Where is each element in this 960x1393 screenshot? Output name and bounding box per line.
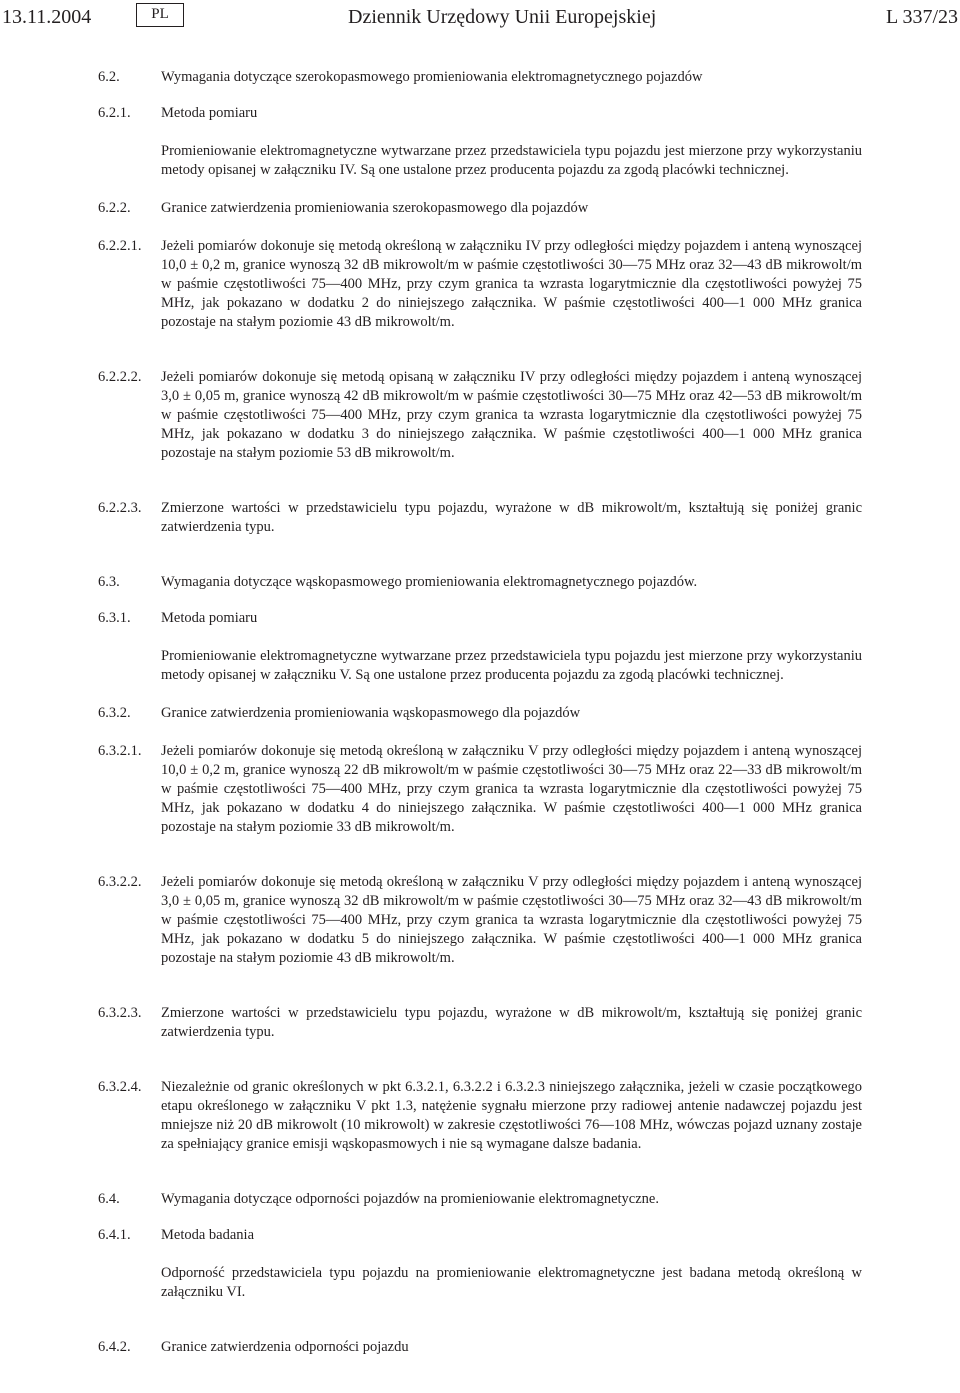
section-title: Wymagania dotyczące odporności pojazdów na promieniowanie elektromagnetyczne. xyxy=(161,1191,659,1207)
numbered-paragraph xyxy=(98,499,862,537)
section-number: 6.3.2.1. xyxy=(98,743,142,759)
section-title: Metoda pomiaru xyxy=(161,610,258,626)
section-heading xyxy=(98,1226,862,1245)
paragraph-text: Niezależnie od granic określonych w pkt 6.3.2.1, 6.3.2.2 i 6.3.2.3 niniejszego załącznika, jeżeli w czasie początkowego etapu określonego w załączniku V pkt 1.3, natężenie sygnału mierzone przy radiowej antenie nadawczej pojazdu jest mniejsze niż 20 dB mikrowolt (10 mikrowolt) w zakresie częstotliwości 76—108 MHz, wówczas pojazd uznany zostaje za spełniający granice emisji wąskopasmowych i nie są wymagane dalsze badania. xyxy=(161,1079,862,1152)
paragraph-text: Zmierzone wartości w przedstawicielu typu pojazdu, wyrażone w dB mikrowolt/m, kształtują się poniżej granic zatwierdzenia typu. xyxy=(161,500,862,535)
section-number: 6.3. xyxy=(98,574,120,590)
paragraph-text: Jeżeli pomiarów dokonuje się metodą określoną w załączniku V przy odległości między pojazdem i anteną wynoszącej 10,0 ± 0,2 m, granice wynoszą 22 dB mikrowolt/m w paśmie częstotliwości 30—75 MHz oraz 22—33 dB mikrowolt/m w paśmie częstotliwości 75—400 MHz, przy czym granica ta wzrasta logarytmicznie dla częstotliwości powyżej 75 MHz, jak pokazano w dodatku 4 do niniejszego załącznika. W paśmie częstotliwości 400—1 000 MHz granica pozostaje na stałym poziomie 33 dB mikrowolt/m. xyxy=(161,743,862,835)
body-paragraph: Promieniowanie elektromagnetyczne wytwarzane przez przedstawiciela typu pojazdu jest mierzone przy wykorzystaniu metody opisanej w załączniku V. Są one ustalone przez producenta pojazdu za zgodą placówki technicznej. xyxy=(161,648,862,683)
section-heading xyxy=(98,573,862,592)
publication-date: 13.11.2004 xyxy=(2,6,92,28)
section-number: 6.2. xyxy=(98,69,120,85)
section-title: Wymagania dotyczące szerokopasmowego promieniowania elektromagnetycznego pojazdów xyxy=(161,69,703,85)
section-title: Metoda pomiaru xyxy=(161,105,258,121)
section-heading xyxy=(98,704,862,723)
section-heading xyxy=(98,199,862,218)
section-number: 6.3.1. xyxy=(98,610,131,626)
paragraph-text: Jeżeli pomiarów dokonuje się metodą opisaną w załączniku IV przy odległości między pojazdem i anteną wynoszącej 3,0 ± 0,05 m, granice wynoszą 42 dB mikrowolt/m w paśmie częstotliwości 30—75 MHz oraz 42—53 dB mikrowolt/m w paśmie częstotliwości 75—400 MHz, przy czym granica ta wzrasta logarytmicznie dla częstotliwości powyżej 75 MHz, jak pokazano w dodatku 3 do niniejszego załącznika. W paśmie częstotliwości 400—1 000 MHz granica pozostaje na stałym poziomie 53 dB mikrowolt/m. xyxy=(161,369,862,461)
section-number: 6.2.1. xyxy=(98,105,131,121)
section-heading xyxy=(98,68,862,87)
section-number: 6.4.1. xyxy=(98,1227,131,1243)
paragraph-text: Zmierzone wartości w przedstawicielu typu pojazdu, wyrażone w dB mikrowolt/m, kształtują się poniżej granic zatwierdzenia typu. xyxy=(161,1005,862,1040)
section-number: 6.2.2.2. xyxy=(98,369,142,385)
section-title: Metoda badania xyxy=(161,1227,255,1243)
numbered-paragraph xyxy=(98,1004,862,1042)
section-number: 6.4.2. xyxy=(98,1339,131,1355)
page-header xyxy=(0,3,960,31)
numbered-paragraph xyxy=(98,1078,862,1154)
section-number: 6.3.2.2. xyxy=(98,874,142,890)
section-heading xyxy=(98,609,862,628)
body-paragraph: Promieniowanie elektromagnetyczne wytwarzane przez przedstawiciela typu pojazdu jest mierzone przy wykorzystaniu metody opisanej w załączniku IV. Są one ustalone przez producenta pojazdu za zgodą placówki technicznej. xyxy=(161,143,862,178)
section-number: 6.3.2.3. xyxy=(98,1005,142,1021)
numbered-paragraph xyxy=(98,237,862,332)
section-number: 6.3.2.4. xyxy=(98,1079,142,1095)
document-body xyxy=(98,68,862,1357)
numbered-paragraph xyxy=(98,873,862,968)
section-title: Granice zatwierdzenia promieniowania szerokopasmowego dla pojazdów xyxy=(161,200,589,216)
section-number: 6.2.2. xyxy=(98,200,131,216)
paragraph-text: Jeżeli pomiarów dokonuje się metodą określoną w załączniku V przy odległości między pojazdem i anteną wynoszącej 3,0 ± 0,05 m, granice wynoszą 32 dB mikrowolt/m w paśmie częstotliwości 30—75 MHz oraz 32—43 dB mikrowolt/m w paśmie częstotliwości 75—400 MHz, przy czym granica ta wzrasta logarytmicznie dla częstotliwości powyżej 75 MHz, jak pokazano w dodatku 5 do niniejszego załącznika. W paśmie częstotliwości 400—1 000 MHz granica pozostaje na stałym poziomie 43 dB mikrowolt/m. xyxy=(161,874,862,966)
page-reference: L 337/23 xyxy=(885,6,958,28)
section-heading xyxy=(98,104,862,123)
paragraph-text: Jeżeli pomiarów dokonuje się metodą określoną w załączniku IV przy odległości między pojazdem i anteną wynoszącej 10,0 ± 0,2 m, granice wynoszą 32 dB mikrowolt/m w paśmie częstotliwości 30—75 MHz oraz 32—43 dB mikrowolt/m w paśmie częstotliwości 75—400 MHz, przy czym granica ta wzrasta logarytmicznie dla częstotliwości powyżej 75 MHz, jak pokazano w dodatku 2 do niniejszego załącznika. W paśmie częstotliwości 400—1 000 MHz granica pozostaje na stałym poziomie 43 dB mikrowolt/m. xyxy=(161,238,862,330)
numbered-paragraph xyxy=(98,742,862,837)
section-title: Granice zatwierdzenia odporności pojazdu xyxy=(161,1339,409,1355)
numbered-paragraph xyxy=(98,368,862,463)
section-title: Wymagania dotyczące wąskopasmowego promieniowania elektromagnetycznego pojazdów. xyxy=(161,574,698,590)
section-number: 6.3.2. xyxy=(98,705,131,721)
section-number: 6.2.2.3. xyxy=(98,500,142,516)
section-heading xyxy=(98,1190,862,1209)
journal-title: Dziennik Urzędowy Unii Europejskiej xyxy=(348,6,657,28)
section-number: 6.2.2.1. xyxy=(98,238,142,254)
section-heading xyxy=(98,1338,862,1357)
language-badge: PL xyxy=(136,3,184,27)
body-paragraph: Odporność przedstawiciela typu pojazdu na promieniowanie elektromagnetyczne jest badana metodą określoną w załączniku VI. xyxy=(161,1265,862,1300)
section-number: 6.4. xyxy=(98,1191,120,1207)
section-title: Granice zatwierdzenia promieniowania wąskopasmowego dla pojazdów xyxy=(161,705,581,721)
